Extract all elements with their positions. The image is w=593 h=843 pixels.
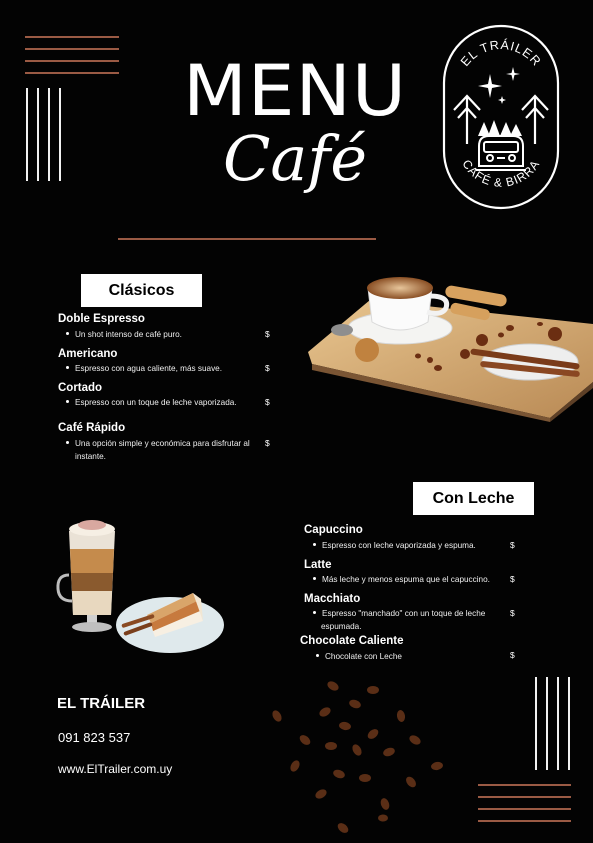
business-name: EL TRÁILER <box>57 695 146 712</box>
title-divider <box>118 238 376 240</box>
logo-emblem <box>442 24 560 210</box>
menu-item-desc-text: Un shot intenso de café puro. <box>75 330 182 339</box>
menu-item-price: $ <box>510 650 515 660</box>
menu-item-name: Macchiato <box>304 593 361 605</box>
menu-item-name: Cortado <box>58 382 103 394</box>
menu-item-desc <box>316 650 402 663</box>
coffee-beans-illustration <box>265 678 455 843</box>
decor-line <box>25 48 119 50</box>
menu-item-desc <box>66 396 237 409</box>
menu-item-price: $ <box>265 397 270 407</box>
menu-item-desc <box>313 573 490 586</box>
coffee-illustration <box>300 262 593 422</box>
page-title: MENU <box>182 50 408 132</box>
menu-item-price: $ <box>265 329 270 339</box>
menu-item-desc-text: Una opción simple y económica para disfrutar al <box>75 439 250 448</box>
decor-line <box>478 820 571 822</box>
menu-item-desc-cont: espumada. <box>321 622 362 631</box>
menu-item-price: $ <box>265 438 270 448</box>
menu-item-price: $ <box>510 574 515 584</box>
bullet-icon <box>313 611 316 614</box>
website-link[interactable]: www.ElTrailer.com.uy <box>58 762 173 776</box>
menu-item-name: Doble Espresso <box>58 313 145 325</box>
menu-item-price: $ <box>265 363 270 373</box>
menu-item-desc <box>313 539 476 552</box>
bullet-icon <box>66 441 69 444</box>
decor-line <box>568 677 570 770</box>
latte-cake-image <box>55 515 230 660</box>
menu-item-desc-text: Más leche y menos espuma que el capuccino. <box>322 575 490 584</box>
decor-line <box>535 677 537 770</box>
menu-item-name: Café Rápido <box>58 422 126 434</box>
decor-line <box>48 88 50 181</box>
menu-item-desc <box>66 362 222 375</box>
decor-line <box>557 677 559 770</box>
menu-item-desc <box>66 328 182 341</box>
decor-line <box>26 88 28 181</box>
decor-line <box>25 36 119 38</box>
menu-item-name: Americano <box>58 348 118 360</box>
menu-item-desc-text: Espresso con un toque de leche vaporizada. <box>75 398 237 407</box>
svg-text:CAFÉ & BIRRA <box>459 157 542 190</box>
bullet-icon <box>313 543 316 546</box>
menu-item-name: Capuccino <box>304 524 363 536</box>
logo-top-text: EL TRÁILER <box>457 37 544 69</box>
menu-item-desc-text: Chocolate con Leche <box>325 652 402 661</box>
decor-line <box>37 88 39 181</box>
bullet-icon <box>66 332 69 335</box>
coffee-board-image <box>300 262 593 422</box>
decor-line <box>25 72 119 74</box>
coffee-beans-image <box>265 678 455 843</box>
latte-illustration <box>55 515 230 660</box>
page-subtitle: Café <box>222 122 368 195</box>
bullet-icon <box>66 400 69 403</box>
menu-item-price: $ <box>510 608 515 618</box>
svg-text:EL TRÁILER <box>458 37 544 69</box>
phone-number: 091 823 537 <box>58 730 131 745</box>
decor-line <box>546 677 548 770</box>
section-con-leche-label: Con Leche <box>413 482 534 515</box>
decor-line <box>478 808 571 810</box>
menu-item-desc-text: Espresso con leche vaporizada y espuma. <box>322 541 476 550</box>
decor-line <box>59 88 61 181</box>
menu-item-desc-text: Espresso "manchado" con un toque de leche <box>322 609 486 618</box>
bullet-icon <box>313 577 316 580</box>
logo-bottom-text: CAFÉ & BIRRA <box>459 157 543 190</box>
section-clasicos-label: Clásicos <box>81 274 202 307</box>
menu-item-desc <box>66 437 250 450</box>
decor-line <box>25 60 119 62</box>
brand-logo <box>442 24 560 210</box>
bullet-icon <box>316 654 319 657</box>
menu-item-name: Latte <box>304 559 332 571</box>
decor-line <box>478 796 571 798</box>
menu-item-desc-text: Espresso con agua caliente, más suave. <box>75 364 223 373</box>
menu-item-price: $ <box>510 540 515 550</box>
menu-item-desc-cont: instante. <box>75 452 106 461</box>
menu-item-desc <box>313 607 485 620</box>
decor-line <box>478 784 571 786</box>
bullet-icon <box>66 366 69 369</box>
menu-item-name: Chocolate Caliente <box>300 635 404 647</box>
